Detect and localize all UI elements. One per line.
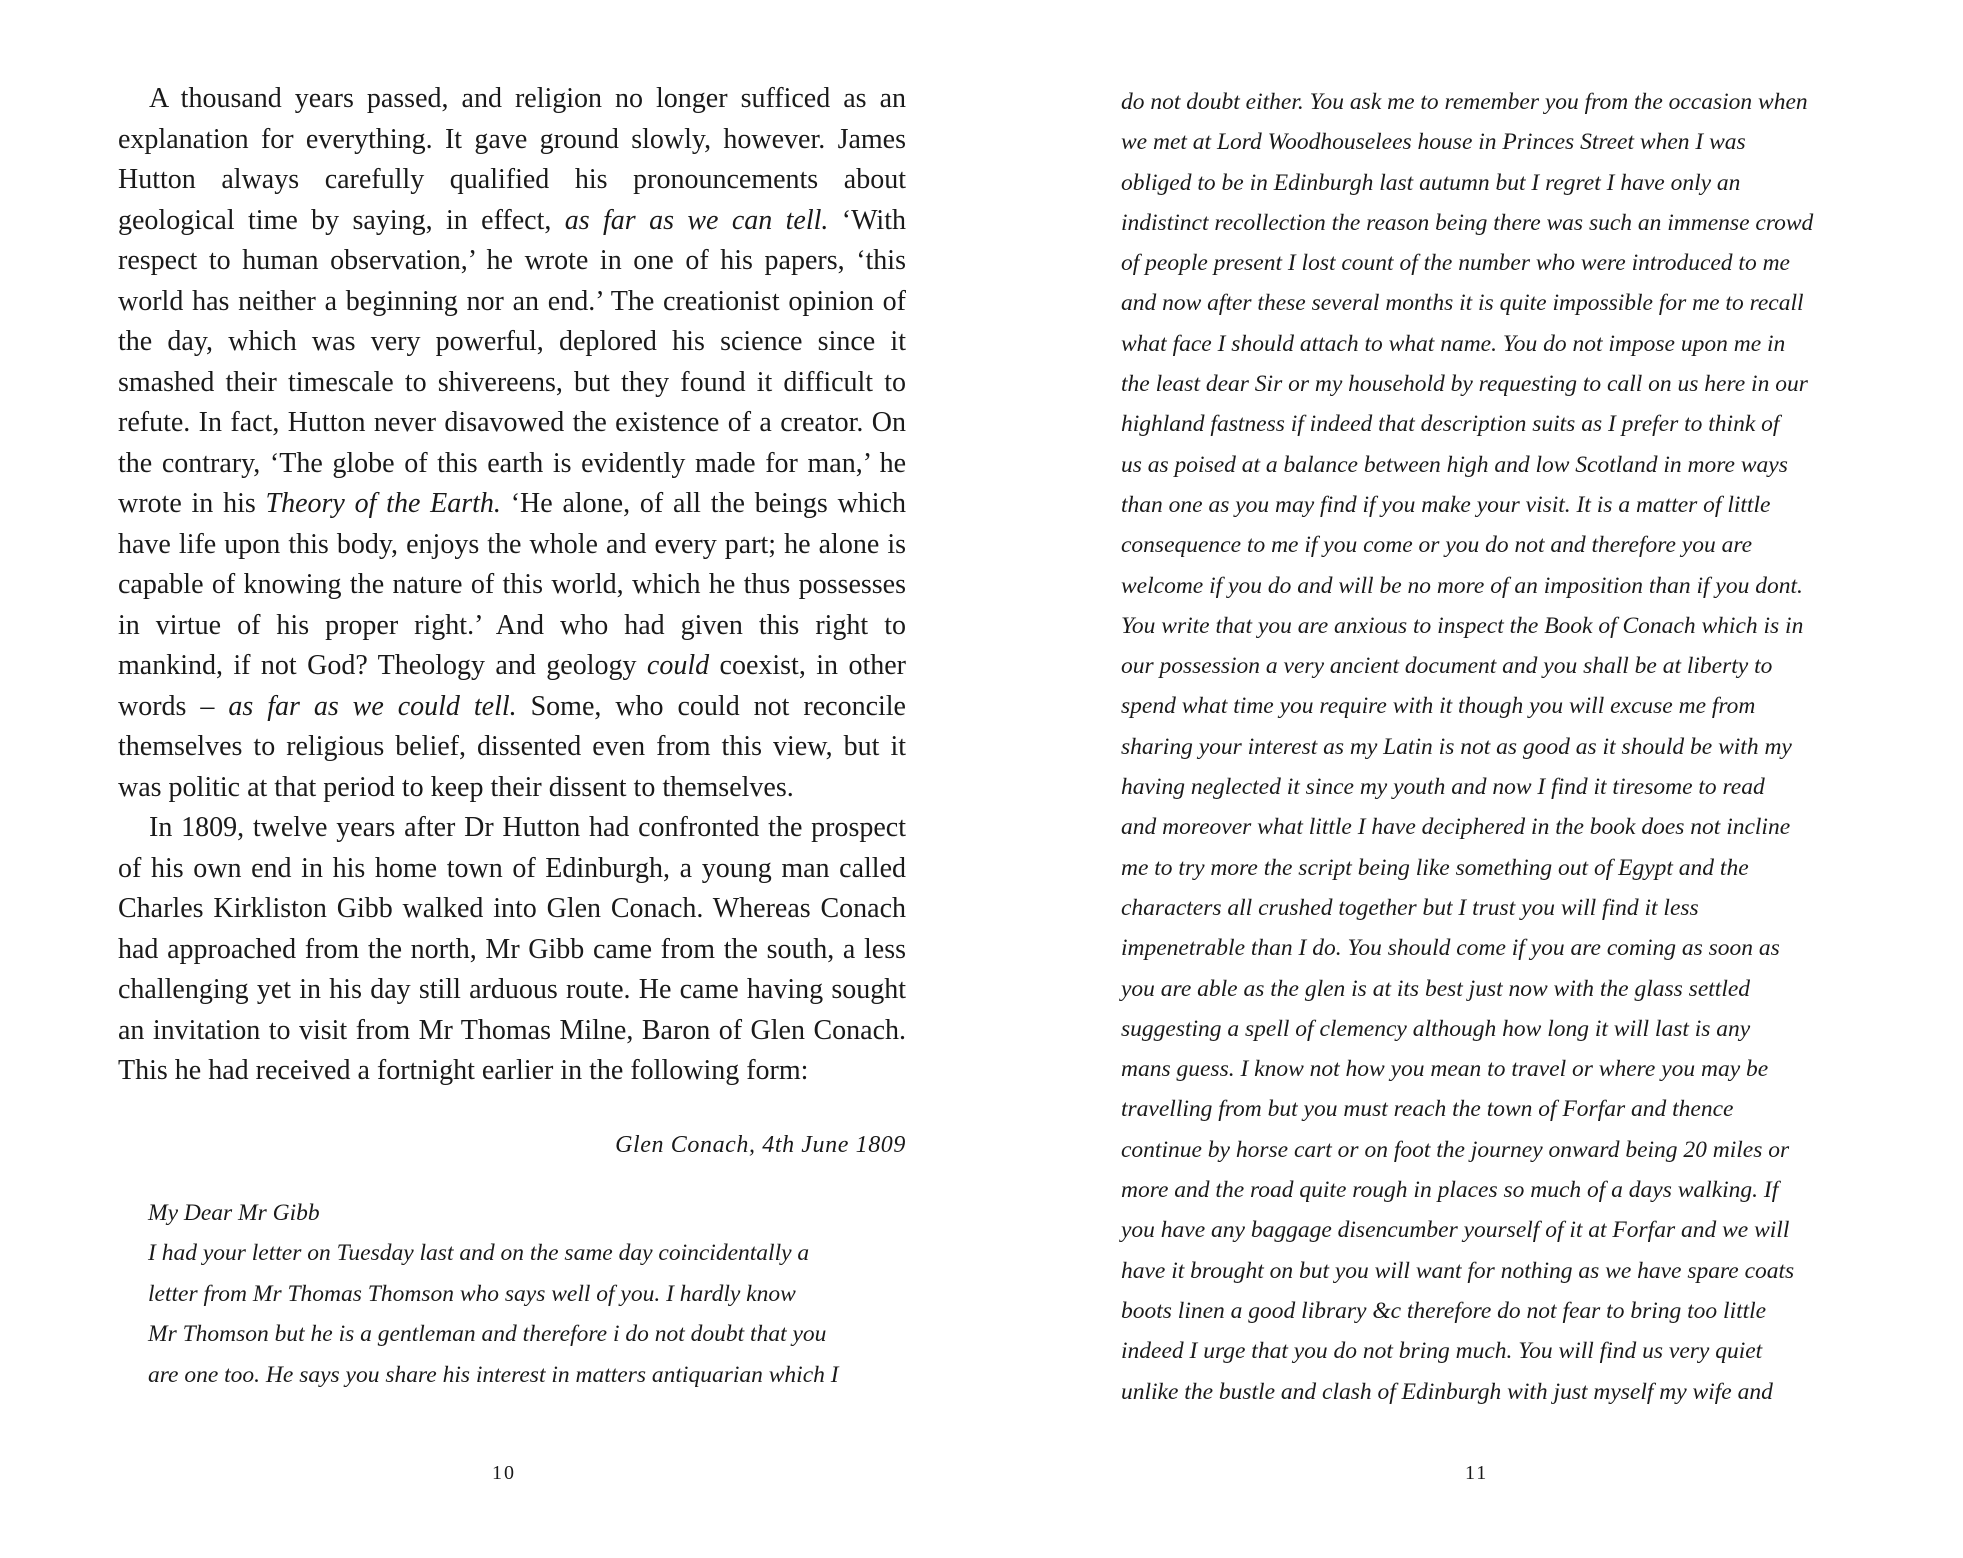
letter-line: us as poised at a balance between high and low Scotland in more ways: [1121, 451, 1788, 478]
letter-line: you have any baggage disencumber yourself of it at Forfar and we will: [1121, 1217, 1790, 1244]
paragraph-1-text-2: ‘With respect to human observation,’ he wrote in one of his papers, ‘this world has neither a beginning nor an end.’ The creationist opinion of the day, which was very powerful, deplored his science since it smashed their timescale to shivereens, but they found it difficult to refute. In fact, Hutton never disavowed the existence of a creator. On the contrary, ‘The globe of this earth is evidently made for man,’ he wrote in his: [118, 204, 906, 519]
letter-line: are one too. He says you share his interest in matters antiquarian which I: [148, 1361, 839, 1388]
letter-line: highland fastness if indeed that description suits as I prefer to think of: [1121, 411, 1780, 438]
letter-line: unlike the bustle and clash of Edinburgh with just myself my wife and: [1121, 1378, 1773, 1405]
letter-line: do not doubt either. You ask me to remember you from the occasion when: [1121, 89, 1808, 115]
paragraph-1-italic-3: could: [646, 650, 710, 681]
letter-text-right: [1121, 82, 1866, 1412]
page-number-right: 11: [1465, 1462, 1489, 1484]
letter-line: impenetrable than I do. You should come if you are coming as soon as: [1121, 935, 1780, 962]
letter-line: having neglected it since my youth and now I find it tiresome to read: [1121, 774, 1765, 801]
letter-line: I had your letter on Tuesday last and on the same day coincidentally a: [148, 1240, 810, 1266]
letter-line: we met at Lord Woodhouselees house in Princes Street when I was: [1121, 129, 1746, 156]
paragraph-1-text-1: A thousand years passed, and religion no longer sufficed as an explanation for everything. It gave ground slowly, however. James Hutton always carefully qualified his pronouncements about geological time by saying, in effect,: [118, 83, 906, 236]
letter-line: boots linen a good library &c therefore do not fear to bring too little: [1121, 1297, 1767, 1324]
letter-line: our possession a very ancient document and you shall be at liberty to: [1121, 653, 1773, 680]
paragraph-2: In 1809, twelve years after Dr Hutton had confronted the prospect of his own end in his home town of Edinburgh, a young man called Charles Kirkliston Gibb walked into Glen Conach. Whereas Conach had approached from the north, Mr Gibb came from the south, a less challenging yet in his day still arduous route. He came having sought an invitation to visit from Mr Thomas Milne, Baron of Glen Conach. This he had received a fortnight earlier in the following form:: [118, 812, 906, 1086]
left-page: [0, 0, 981, 1558]
paragraph-1-text-4: coexist, in other words –: [118, 650, 906, 722]
letter-line: indeed I urge that you do not bring much. You will find us very quiet: [1121, 1338, 1763, 1365]
letter-line: obliged to be in Edinburgh last autumn but I regret I have only an: [1121, 169, 1741, 196]
letter-line: than one as you may find if you make your visit. It is a matter of little: [1121, 491, 1771, 518]
letter-text-left: [148, 1233, 888, 1395]
letter-line: consequence to me if you come or you do not and therefore you are: [1121, 532, 1753, 559]
letter-line: suggesting a spell of clemency although how long it will last is any: [1121, 1015, 1751, 1042]
letter-line: continue by horse cart or on foot the journey onward being 20 miles or: [1121, 1136, 1790, 1163]
letter-line: welcome if you do and will be no more of an imposition than if you dont.: [1121, 572, 1803, 599]
letter-dateline: Glen Conach, 4th June 1809: [615, 1132, 906, 1158]
paragraph-1-text-3: ‘He alone, of all the beings which have life upon this body, enjoys the whole and every part; he alone is capable of knowing the nature of this world, which he thus possesses in virtue of his proper right.’ And who had given this right to mankind, if not God? Theology and geology: [118, 488, 906, 681]
page-number-left: 10: [492, 1462, 516, 1484]
letter-line: sharing your interest as my Latin is not as good as it should be with my: [1121, 733, 1792, 760]
letter-line: travelling from but you must reach the town of Forfar and thence: [1121, 1096, 1734, 1123]
letter-line: mans guess. I know not how you mean to travel or where you may be: [1121, 1056, 1769, 1083]
letter-line: characters all crushed together but I trust you will find it less: [1121, 894, 1699, 921]
letter-line: indistinct recollection the reason being there was such an immense crowd: [1121, 209, 1814, 236]
letter-line: letter from Mr Thomas Thomson who says well of you. I hardly know: [148, 1280, 796, 1307]
left-page-body: [118, 79, 906, 1092]
letter-line: spend what time you require with it though you will excuse me from: [1121, 693, 1756, 720]
paragraph-1-italic-4: as far as we could tell.: [228, 690, 517, 722]
letter-line: more and the road quite rough in places so much of a days walking. If: [1121, 1177, 1779, 1204]
paragraph-1-italic-1: as far as we can tell.: [564, 204, 829, 236]
letter-line: you are able as the glen is at its best just now with the glass settled: [1121, 975, 1751, 1002]
letter-line: what face I should attach to what name. You do not impose upon me in: [1121, 330, 1786, 357]
letter-line: have it brought on but you will want for nothing as we have spare coats: [1121, 1257, 1795, 1284]
paragraph-1-text-5: Some, who could not reconcile themselves to religious belief, dissented even from this view, but it was politic at that period to keep their dissent to themselves.: [118, 690, 906, 803]
paragraph-1-italic-2: Theory of the Earth.: [265, 488, 501, 519]
letter-line: the least dear Sir or my household by requesting to call on us here in our: [1121, 371, 1808, 398]
letter-line: You write that you are anxious to inspect the Book of Conach which is in: [1121, 612, 1804, 639]
paragraph-1: [118, 79, 906, 808]
letter-line: me to try more the script being like something out of Egypt and the: [1121, 854, 1749, 881]
letter-line: and now after these several months it is quite impossible for me to recall: [1121, 290, 1804, 317]
letter-line: of people present I lost count of the number who were introduced to me: [1121, 250, 1790, 277]
right-page: [981, 0, 1963, 1558]
letter-line: and moreover what little I have deciphered in the book does not incline: [1121, 814, 1791, 841]
letter-salutation: My Dear Mr Gibb: [148, 1200, 320, 1226]
letter-line: Mr Thomson but he is a gentleman and therefore i do not doubt that you: [148, 1321, 827, 1347]
